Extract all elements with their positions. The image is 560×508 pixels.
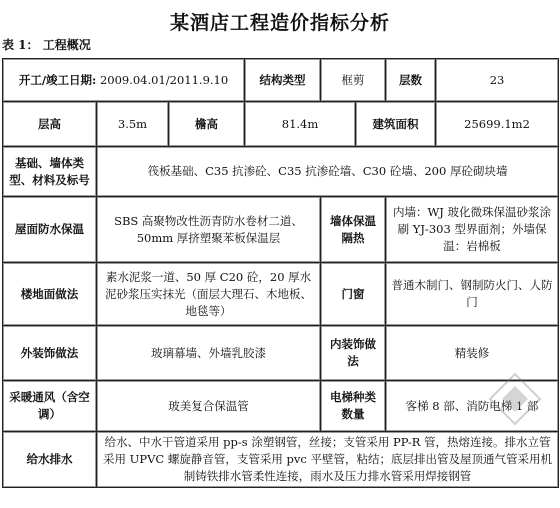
roof-waterproof-label: 屋面防水保温 bbox=[3, 197, 97, 263]
eave-height-label: 檐高 bbox=[169, 102, 245, 147]
elevator-label: 电梯种类数量 bbox=[321, 381, 386, 432]
start-end-date-value: 2009.04.01/2011.9.10 bbox=[99, 72, 229, 87]
exterior-finish-label: 外装饰做法 bbox=[3, 326, 97, 381]
watermark-logo bbox=[488, 372, 542, 426]
plumbing-label: 给水排水 bbox=[3, 432, 97, 488]
floor-finish-value: 素水泥浆一道、50 厚 C20 砼，20 厚水泥砂浆压实抹光（面层大理石、木地板、地毯等） bbox=[97, 263, 321, 326]
floor-finish-label: 楼地面做法 bbox=[3, 263, 97, 326]
building-area-label: 建筑面积 bbox=[356, 102, 436, 147]
interior-finish-value: 精装修 bbox=[386, 326, 559, 381]
wall-insulation-label: 墙体保温隔热 bbox=[321, 197, 386, 263]
table-row bbox=[3, 59, 559, 102]
structure-type-value: 框剪 bbox=[321, 59, 386, 102]
project-overview-table bbox=[2, 58, 559, 488]
exterior-finish-value: 玻璃幕墙、外墙乳胶漆 bbox=[97, 326, 321, 381]
floors-label: 层数 bbox=[386, 59, 436, 102]
table-row bbox=[3, 263, 559, 326]
table-row bbox=[3, 432, 559, 488]
floors-value: 23 bbox=[436, 59, 559, 102]
start-end-date-label: 开工/竣工日期: bbox=[18, 72, 97, 87]
table-row bbox=[3, 147, 559, 197]
table-row bbox=[3, 102, 559, 147]
wall-insulation-value: 内墙：WJ 玻化微珠保温砂浆涂刷 YJ-303 型界面剂；外墙保温：岩棉板 bbox=[386, 197, 559, 263]
structure-type-label: 结构类型 bbox=[245, 59, 321, 102]
plumbing-value: 给水、中水干管道采用 pp-s 涂塑钢管，丝接；支管采用 PP-R 管，热熔连接。排水立管采用 UPVC 螺旋静音管，支管采用 pvc 平壁管，粘结；底层排出管及屋顶通气管采用机制铸铁排水管柔性连接，雨水及压力排水管采用焊接钢管 bbox=[97, 432, 559, 488]
table-row bbox=[3, 326, 559, 381]
document-title: 某酒店工程造价指标分析 bbox=[169, 12, 390, 34]
building-area-value: 25699.1m2 bbox=[436, 102, 559, 147]
doors-windows-label: 门窗 bbox=[321, 263, 386, 326]
table-row bbox=[3, 381, 559, 432]
interior-finish-label: 内装饰做法 bbox=[321, 326, 386, 381]
doors-windows-value: 普通木制门、钢制防火门、人防门 bbox=[386, 263, 559, 326]
table-caption: 表 1： 工程概况 bbox=[2, 38, 91, 52]
roof-waterproof-value: SBS 高聚物改性沥青防水卷材二道、50mm 厚挤塑聚苯板保温层 bbox=[97, 197, 321, 263]
hvac-label: 采暖通风（含空调） bbox=[3, 381, 97, 432]
start-end-date-cell bbox=[3, 59, 245, 102]
eave-height-value: 81.4m bbox=[245, 102, 356, 147]
elevator-value: 客梯 8 部、消防电梯 1 部 bbox=[386, 381, 559, 432]
table-row bbox=[3, 197, 559, 263]
foundation-value: 筏板基础、C35 抗渗砼、C35 抗渗砼墙、C30 砼墙、200 厚砼砌块墙 bbox=[97, 147, 559, 197]
floor-height-value: 3.5m bbox=[97, 102, 169, 147]
floor-height-label: 层高 bbox=[3, 102, 97, 147]
foundation-label: 基础、墙体类型、材料及标号 bbox=[3, 147, 97, 197]
hvac-value: 玻美复合保温管 bbox=[97, 381, 321, 432]
